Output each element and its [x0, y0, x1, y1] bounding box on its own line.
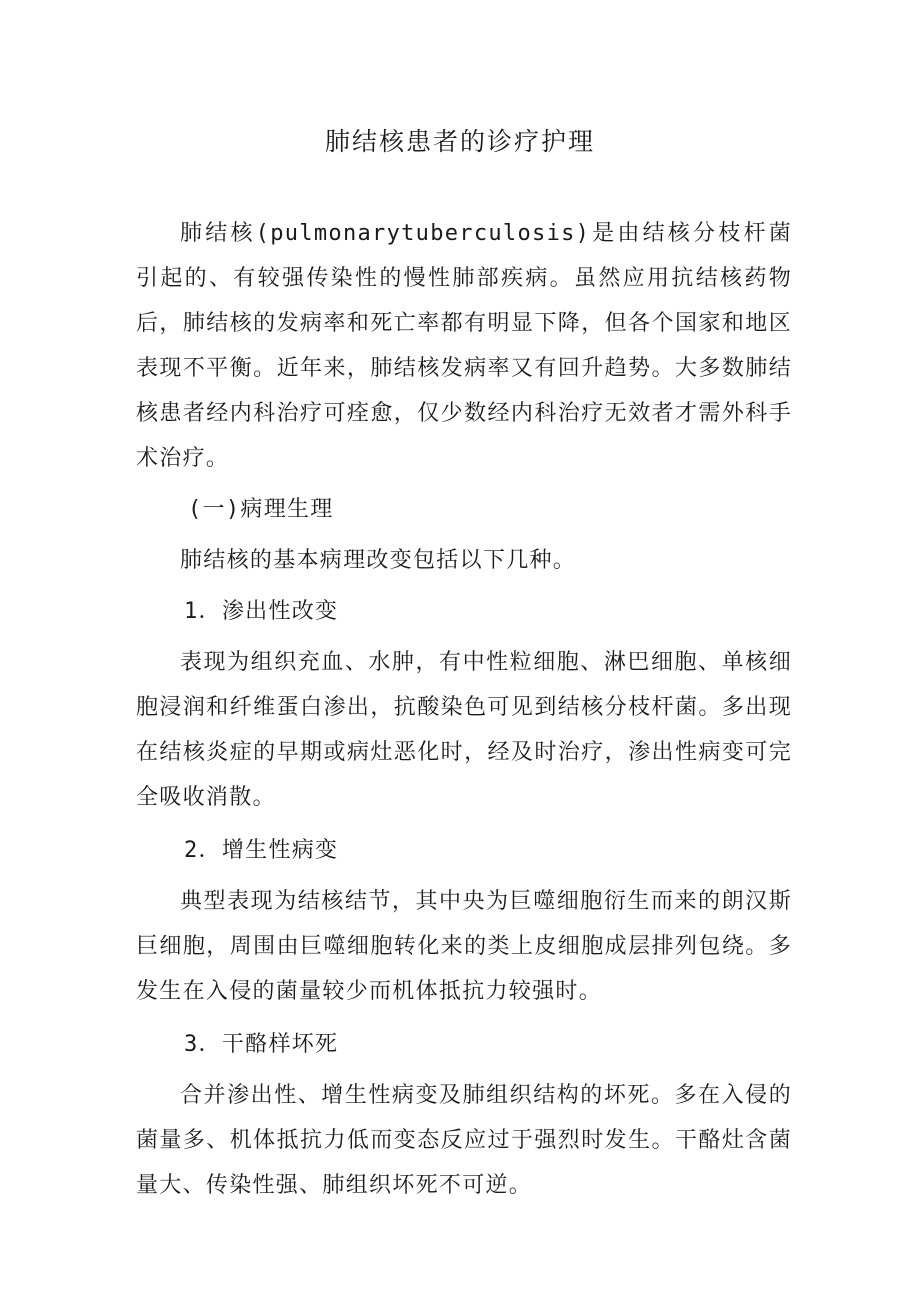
section-lead-paragraph: 肺结核的基本病理改变包括以下几种。 [180, 548, 577, 573]
document-title: 肺结核患者的诊疗护理 [324, 127, 595, 156]
item-heading-proliferative: 2．增生性病变 [184, 838, 339, 863]
document-body [136, 211, 792, 1208]
intro-paragraph: 肺结核(pulmonarytuberculosis)是由结核分枝杆菌引起的、有较强传染性的慢性肺部疾病。虽然应用抗结核药物后，肺结核的发病率和死亡率都有明显下降，但各个国家和地区表现不平衡。近年来，肺结核发病率又有回升趋势。大多数肺结核患者经内科治疗可痊愈，仅少数经内科治疗无效者才需外科手术治疗。 [136, 221, 792, 471]
item-paragraph-proliferative: 典型表现为结核结节，其中央为巨噬细胞衍生而来的朗汉斯巨细胞，周围由巨噬细胞转化来的类上皮细胞成层排列包绕。多发生在入侵的菌量较少而机体抵抗力较强时。 [136, 889, 792, 1004]
item-heading-caseous: 3．干酪样坏死 [184, 1032, 339, 1057]
item-heading-exudative: 1．渗出性改变 [184, 599, 339, 624]
section-heading: (一)病理生理 [188, 497, 334, 522]
item-paragraph-caseous: 合并渗出性、增生性病变及肺组织结构的坏死。多在入侵的菌量多、机体抵抗力低而变态反应过于强烈时发生。干酪灶含菌量大、传染性强、肺组织坏死不可逆。 [136, 1083, 792, 1198]
item-paragraph-exudative: 表现为组织充血、水肿，有中性粒细胞、淋巴细胞、单核细胞浸润和纤维蛋白渗出，抗酸染色可见到结核分枝杆菌。多出现在结核炎症的早期或病灶恶化时，经及时治疗，渗出性病变可完全吸收消散。 [136, 650, 792, 810]
